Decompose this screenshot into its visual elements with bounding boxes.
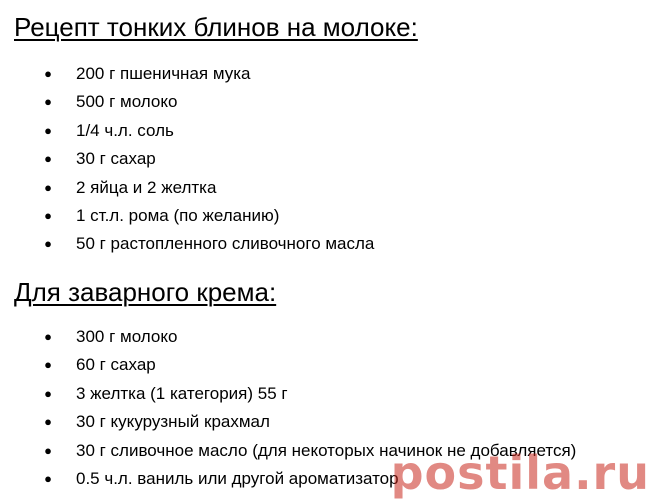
ingredient-text: 60 г сахар — [76, 355, 156, 375]
bullet-icon: ● — [44, 151, 52, 167]
bullet-icon: ● — [44, 207, 52, 223]
ingredient-text: 2 яйца и 2 желтка — [76, 177, 217, 197]
bullet-icon: ● — [44, 66, 52, 81]
ingredient-text: 1 ст.л. рома (по желанию) — [76, 205, 280, 225]
watermark-logo: postila.ru — [390, 446, 650, 500]
list-item — [0, 202, 660, 230]
ingredient-text: 300 г молоко — [76, 327, 178, 346]
bullet-icon: ● — [44, 179, 52, 195]
list-item — [0, 230, 660, 258]
bullet-icon: ● — [44, 329, 52, 344]
list-item — [0, 437, 660, 465]
cream-heading: Для заварного крема: — [14, 277, 277, 307]
ingredient-text: 0.5 ч.л. ваниль или другой ароматизатор — [76, 468, 399, 488]
bullet-icon: ● — [44, 470, 52, 486]
bullet-icon: ● — [44, 94, 52, 110]
list-item — [0, 465, 660, 493]
ingredient-text: 1/4 ч.л. соль — [76, 120, 174, 140]
bullet-icon: ● — [44, 357, 52, 373]
bullet-icon: ● — [44, 122, 52, 138]
cream-ingredients-list — [0, 323, 660, 493]
list-item — [0, 351, 660, 379]
pancake-ingredients-list — [0, 60, 660, 259]
list-item — [0, 323, 660, 351]
ingredient-text: 50 г растопленного сливочного масла — [76, 234, 375, 254]
ingredient-text: 3 желтка (1 категория) 55 г — [76, 383, 288, 403]
ingredient-text: 30 г сахар — [76, 149, 156, 169]
list-item — [0, 408, 660, 436]
list-item — [0, 380, 660, 408]
bullet-icon: ● — [44, 385, 52, 401]
ingredient-text: 500 г молоко — [76, 92, 178, 112]
list-item — [0, 88, 660, 116]
ingredient-text: 30 г сливочное масло (для некоторых начинок не добавляется) — [76, 440, 577, 460]
bullet-icon: ● — [44, 414, 52, 430]
list-item — [0, 174, 660, 202]
ingredient-text: 200 г пшеничная мука — [76, 64, 251, 83]
list-item — [0, 117, 660, 145]
recipe-heading: Рецепт тонких блинов на молоке: — [14, 12, 418, 42]
list-item — [0, 145, 660, 173]
bullet-icon: ● — [44, 442, 52, 458]
bullet-icon: ● — [44, 236, 52, 252]
list-item — [0, 60, 660, 88]
ingredient-text: 30 г кукурузный крахмал — [76, 412, 270, 432]
